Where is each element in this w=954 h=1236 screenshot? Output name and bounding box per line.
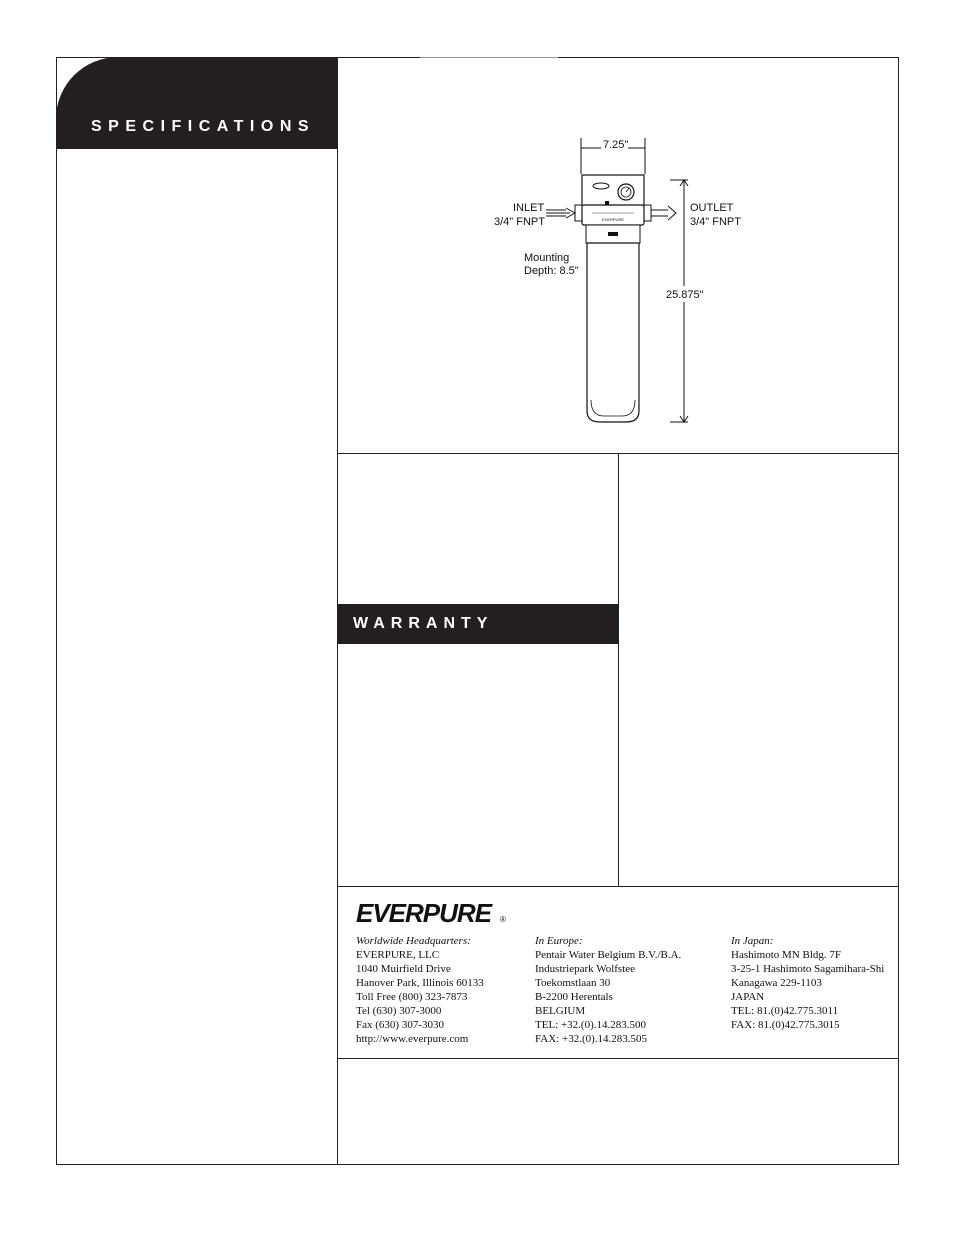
logo-wordmark: EVERPURE: [356, 900, 492, 926]
contact-line: FAX: 81.(0)42.775.3015: [731, 1019, 840, 1031]
middle-column-divider: [618, 453, 619, 886]
contact-line: TEL: +32.(0).14.283.500: [535, 1019, 646, 1031]
contact-heading: In Europe:: [535, 935, 583, 947]
filter-housing-drawing: [470, 128, 770, 438]
inlet-label: INLET: [513, 202, 545, 214]
head-brand-label: EVERPURE: [602, 217, 625, 222]
contact-heading: Worldwide Headquarters:: [356, 935, 471, 947]
outlet-size-label: 3/4" FNPT: [690, 216, 741, 228]
contact-line: TEL: 81.(0)42.775.3011: [731, 1005, 839, 1017]
contact-line: Industriepark Wolfstee: [535, 963, 636, 975]
width-dimension-label: 7.25": [603, 139, 629, 151]
contacts-top-rule: [337, 886, 899, 887]
everpure-logo: [356, 900, 516, 931]
contact-line: Tel (630) 307-3000: [356, 1005, 442, 1017]
contact-line: Kanagawa 229-1103: [731, 977, 822, 989]
contact-line: 1040 Muirfield Drive: [356, 963, 451, 975]
outlet-label: OUTLET: [690, 202, 734, 214]
contact-line: Hanover Park, Illinois 60133: [356, 977, 484, 989]
contact-line: JAPAN: [731, 991, 765, 1003]
mounting-label: Mounting: [524, 252, 570, 264]
contact-line: EVERPURE, LLC: [356, 949, 440, 961]
contact-heading: In Japan:: [731, 935, 774, 947]
contact-line: 3-25-1 Hashimoto Sagamihara-Shi: [731, 963, 885, 975]
contact-line: Toll Free (800) 323-7873: [356, 991, 468, 1003]
registered-mark: ®: [500, 915, 506, 924]
contact-japan: [731, 934, 884, 1032]
contacts-bottom-rule: [337, 1058, 899, 1059]
mounting-depth-label: Depth: 8.5": [524, 265, 579, 277]
contact-line: Pentair Water Belgium B.V./B.A.: [535, 949, 682, 961]
inlet-size-label: 3/4" FNPT: [494, 216, 545, 228]
product-dimension-diagram: [470, 128, 770, 438]
contact-europe: [535, 934, 681, 1046]
top-accent-rule: [420, 57, 558, 58]
contact-line: B-2200 Herentals: [535, 991, 613, 1003]
contact-line: Fax (630) 307-3030: [356, 1019, 444, 1031]
contact-line: BELGIUM: [535, 1005, 586, 1017]
warranty-title: WARRANTY: [353, 615, 494, 632]
contact-line: http://www.everpure.com: [356, 1033, 469, 1045]
contact-line: Hashimoto MN Bldg. 7F: [731, 949, 842, 961]
contact-line: Toekomstlaan 30: [535, 977, 611, 989]
contact-worldwide-headquarters: [356, 934, 484, 1046]
specifications-title: SPECIFICATIONS: [91, 118, 316, 135]
contact-line: FAX: +32.(0).14.283.505: [535, 1033, 648, 1045]
height-dimension-label: 25.875": [666, 289, 704, 301]
